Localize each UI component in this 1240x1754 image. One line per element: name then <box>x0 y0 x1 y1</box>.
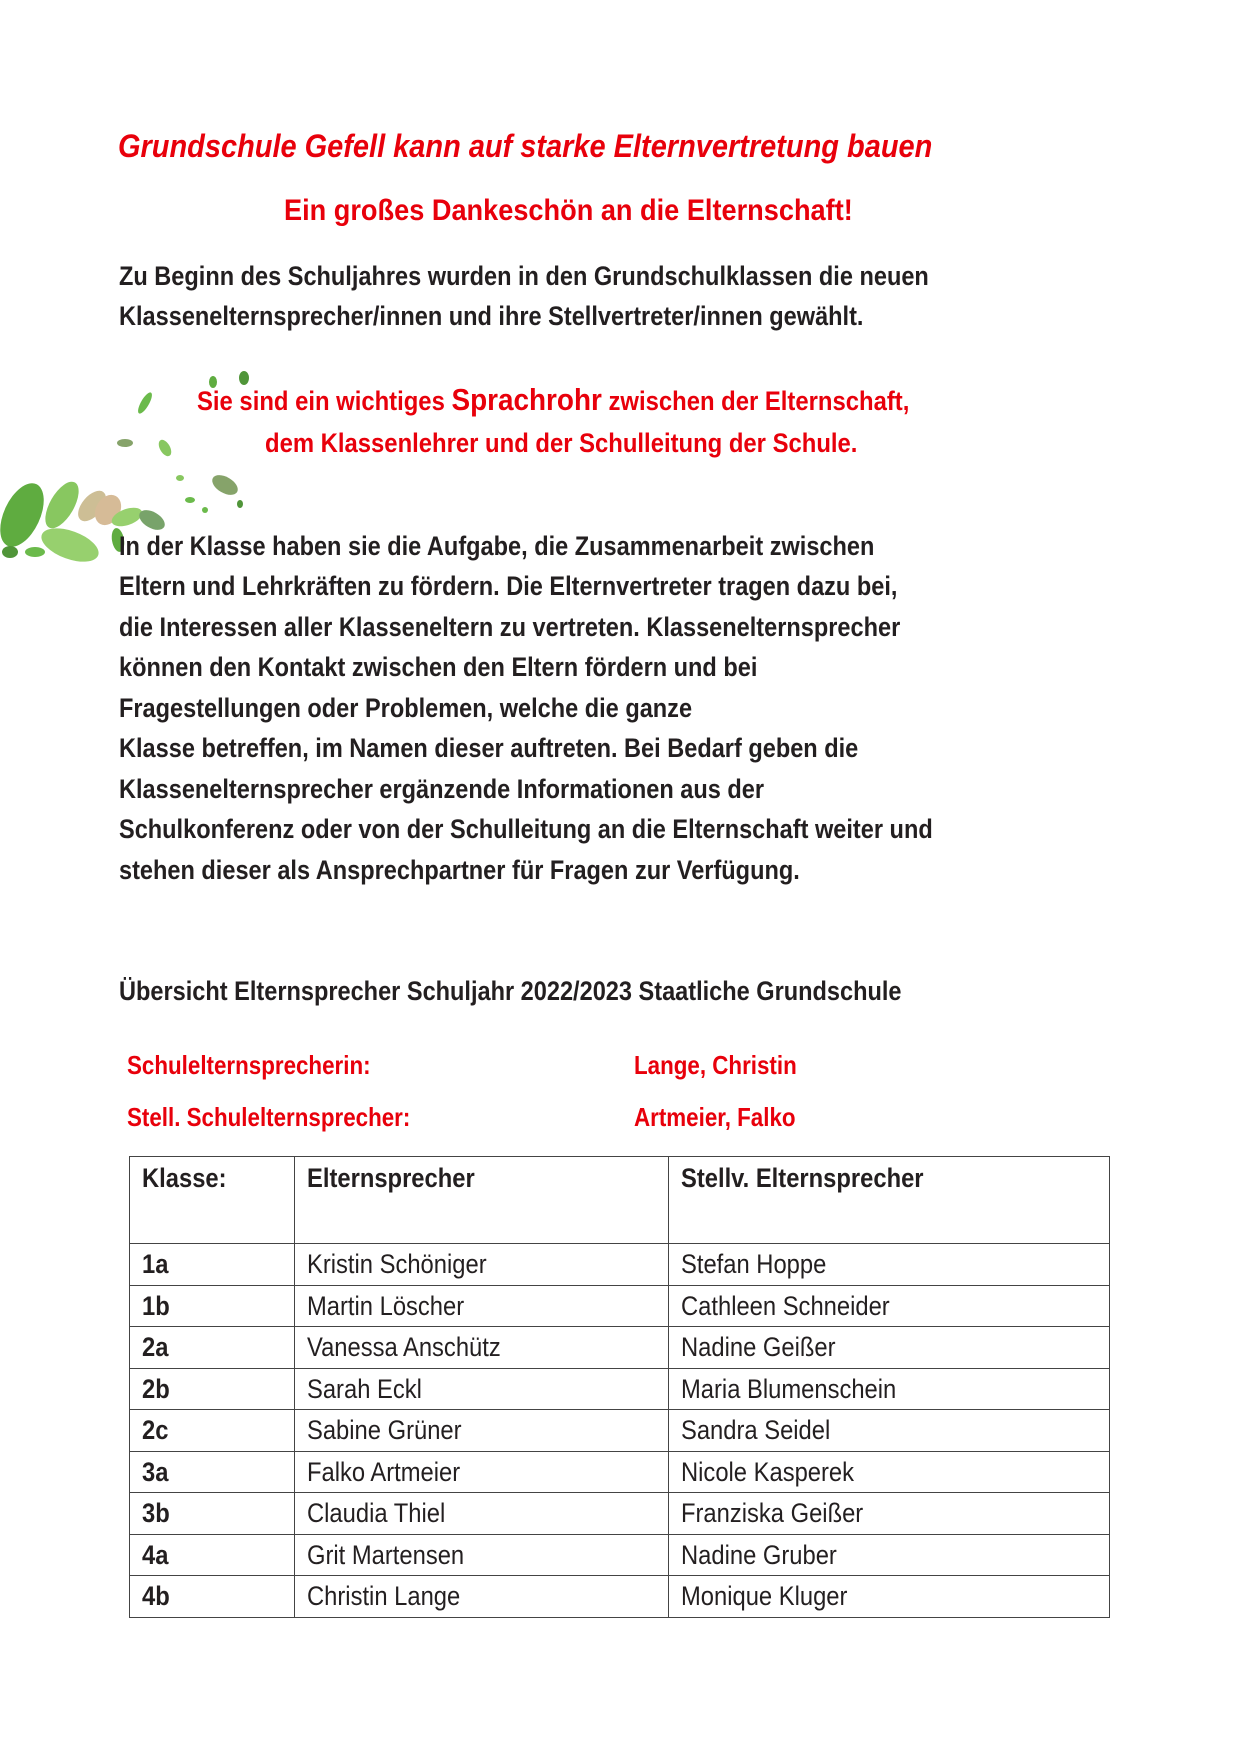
role-name: Lange, Christin <box>634 1050 797 1080</box>
header-elternsprecher: Elternsprecher <box>295 1157 669 1244</box>
cell-elternsprecher: Grit Martensen <box>295 1534 669 1576</box>
intro-line: Zu Beginn des Schuljahres wurden in den Grundschulklassen die neuen <box>119 261 929 291</box>
cell-stellv: Cathleen Schneider <box>669 1285 1110 1327</box>
cell-elternsprecher: Martin Löscher <box>295 1285 669 1327</box>
overview-heading: Übersicht Elternsprecher Schuljahr 2022/2023 Staatliche Grundschule <box>119 976 902 1006</box>
cell-klasse: 2c <box>130 1410 295 1452</box>
table-row <box>130 1285 1110 1327</box>
cell-klasse: 4b <box>130 1576 295 1618</box>
body-line: Klassenelternsprecher ergänzende Informationen aus der <box>119 774 765 804</box>
cell-stellv: Monique Kluger <box>669 1576 1110 1618</box>
cell-stellv: Maria Blumenschein <box>669 1368 1110 1410</box>
cell-klasse: 3a <box>130 1451 295 1493</box>
cell-elternsprecher: Kristin Schöniger <box>295 1244 669 1286</box>
header-stellv: Stellv. Elternsprecher <box>669 1157 1110 1244</box>
cell-elternsprecher: Sabine Grüner <box>295 1410 669 1452</box>
page-title: Grundschule Gefell kann auf starke Elternvertretung bauen <box>118 128 933 164</box>
intro-line: Klassenelternsprecher/innen und ihre Stellvertreter/innen gewählt. <box>119 301 864 331</box>
table-row <box>130 1244 1110 1286</box>
cell-stellv: Nicole Kasperek <box>669 1451 1110 1493</box>
body-line: Eltern und Lehrkräften zu fördern. Die Elternvertreter tragen dazu bei, <box>119 571 898 601</box>
body-line: stehen dieser als Ansprechpartner für Fragen zur Verfügung. <box>119 855 800 885</box>
cell-klasse: 2b <box>130 1368 295 1410</box>
table-row <box>130 1368 1110 1410</box>
table-row <box>130 1410 1110 1452</box>
body-line: Fragestellungen oder Problemen, welche die ganze <box>119 693 693 723</box>
cell-klasse: 2a <box>130 1327 295 1369</box>
quote-text: Sie sind ein wichtiges <box>197 386 452 416</box>
cell-stellv: Franziska Geißer <box>669 1493 1110 1535</box>
table-header-row <box>130 1157 1110 1244</box>
cell-stellv: Sandra Seidel <box>669 1410 1110 1452</box>
table-row <box>130 1493 1110 1535</box>
body-line: die Interessen aller Klasseneltern zu vertreten. Klassenelternsprecher <box>119 612 901 642</box>
table-row <box>130 1534 1110 1576</box>
cell-stellv: Stefan Hoppe <box>669 1244 1110 1286</box>
header-klasse: Klasse: <box>130 1157 295 1244</box>
quote-emphasis: Sprachrohr <box>451 382 602 417</box>
cell-klasse: 1b <box>130 1285 295 1327</box>
role-name: Artmeier, Falko <box>634 1102 796 1132</box>
quote-text: zwischen der Elternschaft, <box>601 386 910 416</box>
cell-klasse: 1a <box>130 1244 295 1286</box>
representatives-table <box>129 1156 1110 1618</box>
body-line: In der Klasse haben sie die Aufgabe, die Zusammenarbeit zwischen <box>119 531 875 561</box>
body-line: Schulkonferenz oder von der Schulleitung an die Elternschaft weiter und <box>119 814 933 844</box>
cell-stellv: Nadine Gruber <box>669 1534 1110 1576</box>
body-line: Klasse betreffen, im Namen dieser auftreten. Bei Bedarf geben die <box>119 733 859 763</box>
cell-elternsprecher: Claudia Thiel <box>295 1493 669 1535</box>
body-line: können den Kontakt zwischen den Eltern fördern und bei <box>119 652 758 682</box>
cell-stellv: Nadine Geißer <box>669 1327 1110 1369</box>
quote-line-1 <box>197 382 909 418</box>
page-subtitle: Ein großes Dankeschön an die Elternschaft! <box>284 194 853 227</box>
cell-elternsprecher: Christin Lange <box>295 1576 669 1618</box>
cell-klasse: 4a <box>130 1534 295 1576</box>
cell-elternsprecher: Falko Artmeier <box>295 1451 669 1493</box>
role-label: Schulelternsprecherin: <box>127 1050 371 1080</box>
table-row <box>130 1451 1110 1493</box>
table-row <box>130 1327 1110 1369</box>
quote-line-2: dem Klassenlehrer und der Schulleitung der Schule. <box>265 428 858 458</box>
cell-klasse: 3b <box>130 1493 295 1535</box>
cell-elternsprecher: Vanessa Anschütz <box>295 1327 669 1369</box>
role-label: Stell. Schulelternsprecher: <box>127 1102 411 1132</box>
table-row <box>130 1576 1110 1618</box>
cell-elternsprecher: Sarah Eckl <box>295 1368 669 1410</box>
